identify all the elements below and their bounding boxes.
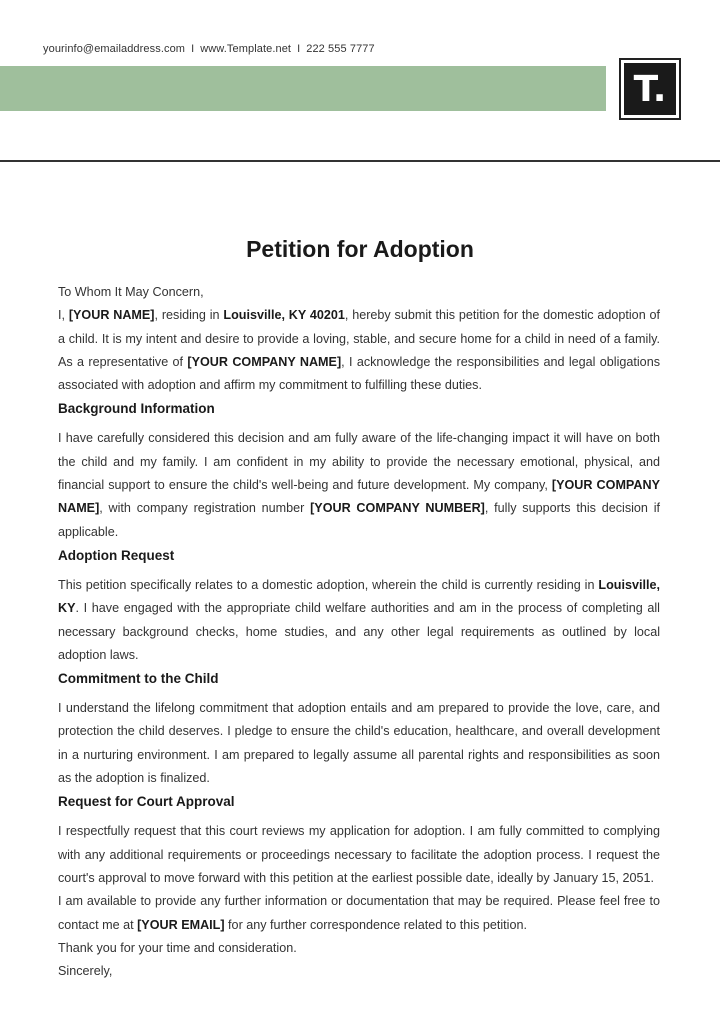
heading-adoption-request: Adoption Request xyxy=(58,547,175,563)
court-paragraph: I respectfully request that this court reviews my application for adoption. I am fully committed to complying with any additional requirements or proceedings necessary to facilitate the adoption process. I request the court's approval to move forward with this petition at the earliest possible date, ideally by January 15, 2051. xyxy=(58,824,660,885)
header-divider xyxy=(0,160,720,162)
placeholder-company-number: [YOUR COMPANY NUMBER] xyxy=(310,501,485,516)
location-text: Louisville, KY 40201 xyxy=(223,308,345,323)
location-text: Louisville, KY xyxy=(58,577,660,616)
placeholder-name: [YOUR NAME] xyxy=(68,308,155,323)
background-paragraph: I have carefully considered this decision and am fully aware of the life-changing impact it will have on both the child and my family. I am confident in my ability to provide the necessary emotional, physical, and financial support to ensure the child's well-being and future development. My company, [YOUR COMPANY NAME], with company registration number [YOUR COMPANY NUMBER], fully supports this decision if applicable. xyxy=(58,431,660,539)
salutation: To Whom It May Concern, xyxy=(58,285,204,299)
adoption-request-paragraph: This petition specifically relates to a domestic adoption, wherein the child is currently residing in Louisville, KY. I have engaged with the appropriate child welfare authorities and am in the process of completing all necessary background checks, home studies, and any other legal requirements as outlined by local adoption laws. xyxy=(58,577,660,662)
thanks-line: Thank you for your time and consideration. xyxy=(58,940,297,955)
placeholder-email: [YOUR EMAIL] xyxy=(137,917,225,932)
heading-background: Background Information xyxy=(58,401,215,417)
placeholder-company-name: [YOUR COMPANY NAME] xyxy=(187,354,342,369)
contact-website: www.Template.net xyxy=(200,43,292,55)
contact-separator: I xyxy=(191,43,195,55)
commitment-paragraph: I understand the lifelong commitment that adoption entails and am prepared to provide the love, care, and protection the child deserves. I pledge to ensure the child's education, healthcare, and overall development in a nurturing environment. I am prepared to legally assume all parental rights and responsibilities as soon as the adoption is finalized. xyxy=(58,701,660,786)
contact-email: yourinfo@emailaddress.com xyxy=(43,43,186,55)
heading-commitment: Commitment to the Child xyxy=(58,671,219,687)
closing-line: Sincerely, xyxy=(58,964,113,979)
logo-mark: T. xyxy=(624,63,676,115)
intro-paragraph: I, [YOUR NAME], residing in Louisville, KY 40201, hereby submit this petition for the domestic adoption of a child. It is my intent and desire to provide a loving, stable, and secure home for a child in need of a family. As a representative of [YOUR COMPANY NAME], I acknowledge the responsibilities and legal obligations associated with adoption and affirm my commitment to fulfilling these duties. xyxy=(58,308,661,393)
placeholder-company-name: [YOUR COMPANY NAME] xyxy=(58,478,660,516)
contact-paragraph: I am available to provide any further information or documentation that may be required. Please feel free to contact me at [YOUR EMAIL] for any further correspondence related to this petition. xyxy=(58,894,660,932)
contact-phone: 222 555 7777 xyxy=(306,43,375,55)
contact-separator: I xyxy=(297,43,301,55)
company-logo xyxy=(619,58,681,120)
document-body xyxy=(58,281,660,983)
contact-line xyxy=(43,43,375,55)
header-band xyxy=(0,66,606,111)
heading-court-approval: Request for Court Approval xyxy=(58,794,235,810)
document-title: Petition for Adoption xyxy=(246,236,474,262)
